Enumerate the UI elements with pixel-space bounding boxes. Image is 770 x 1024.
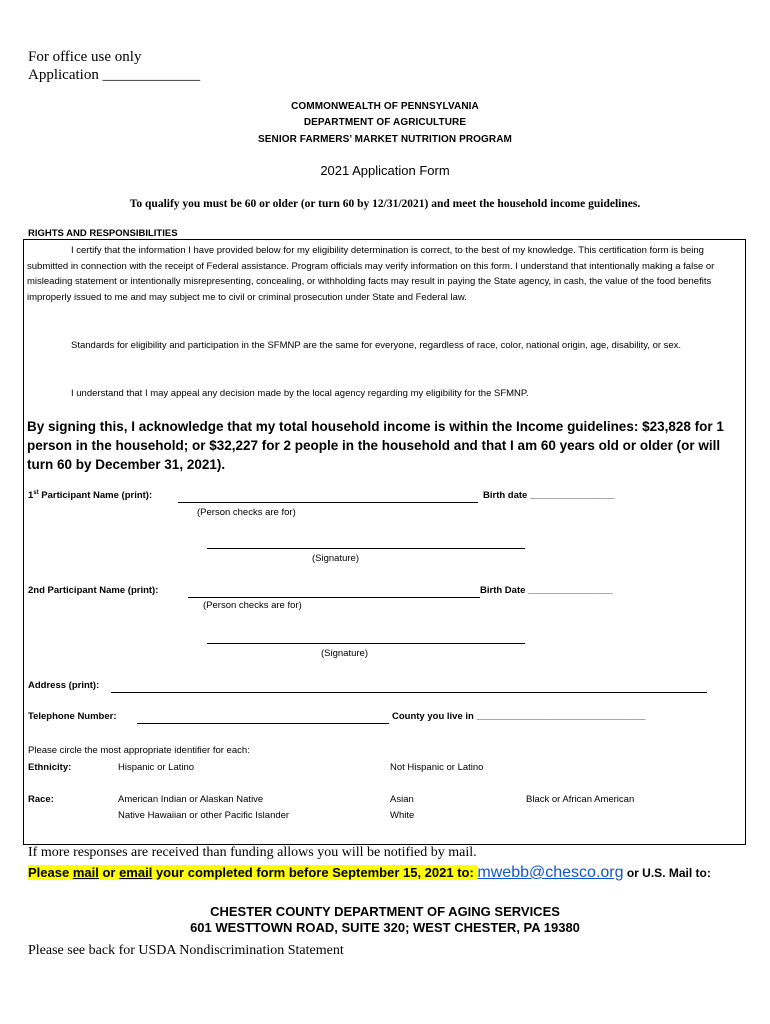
telephone-label: Telephone Number: <box>28 711 117 722</box>
participant2-birthdate-field[interactable]: Birth Date ________________ <box>480 585 613 596</box>
participant1-signature-field[interactable] <box>207 548 525 549</box>
race-label: Race: <box>28 794 54 805</box>
race-option-asian[interactable]: Asian <box>390 794 414 805</box>
address-label: Address (print): <box>28 680 100 691</box>
telephone-field[interactable] <box>137 723 389 724</box>
appeal-text: I understand that I may appeal any decision made by the local agency regarding my eligibility for the SFMNP. <box>71 388 529 399</box>
participant2-checks-note: (Person checks are for) <box>203 600 302 611</box>
acknowledgement-statement: By signing this, I acknowledge that my total household income is within the Income guidelines: $23,828 for 1 person in the household; or $32,227 for 2 people in the household and that I am 60 years old or older (or will turn 60 by December 31, 2021). <box>27 419 724 472</box>
participant1-name-label: 1st Participant Name (print): <box>28 490 153 502</box>
standards-paragraph <box>27 338 739 354</box>
email-text: email <box>119 865 153 880</box>
participant2-name-field[interactable] <box>188 597 480 598</box>
address-field[interactable] <box>111 692 707 693</box>
participant1-checks-note: (Person checks are for) <box>197 507 296 518</box>
email-link[interactable]: mwebb@chesco.org <box>477 864 624 881</box>
form-title: 2021 Application Form <box>320 163 450 178</box>
office-use-block <box>28 48 200 84</box>
race-option-black[interactable]: Black or African American <box>526 794 635 805</box>
qualify-statement: To qualify you must be 60 or older (or turn 60 by 12/31/2021) and meet the household income guidelines. <box>129 198 641 210</box>
race-option-native-hawaiian[interactable]: Native Hawaiian or other Pacific Islander <box>118 810 290 821</box>
participant1-birthdate-field[interactable]: Birth date ________________ <box>483 490 615 501</box>
race-option-white[interactable]: White <box>390 810 415 821</box>
participant2-name-label: 2nd Participant Name (print): <box>28 585 159 596</box>
ethnicity-option-hispanic[interactable]: Hispanic or Latino <box>118 762 195 773</box>
participant1-signature-label: (Signature) <box>312 553 359 564</box>
ethnicity-label: Ethnicity: <box>28 762 72 773</box>
agency-name: CHESTER COUNTY DEPARTMENT OF AGING SERVICES <box>210 904 560 919</box>
standards-text: Standards for eligibility and participation in the SFMNP are the same for everyone, regardless of race, color, national origin, age, disability, or sex. <box>71 340 682 351</box>
identifier-intro: Please circle the most appropriate identifier for each: <box>28 745 250 756</box>
office-use-label: For office use only <box>28 49 142 65</box>
mail-text: mail <box>72 865 99 880</box>
participant2-signature-label: (Signature) <box>321 648 368 659</box>
agency-address: 601 WESTTOWN ROAD, SUITE 320; WEST CHESTER, PA 19380 <box>190 920 580 935</box>
back-note: Please see back for USDA Nondiscrimination Statement <box>28 943 344 958</box>
notify-statement: If more responses are received than funding allows you will be notified by mail. <box>28 845 477 860</box>
application-number-field: Application _____________ <box>28 67 201 83</box>
race-option-american-indian[interactable]: American Indian or Alaskan Native <box>118 794 264 805</box>
deadline-statement: Please mail or email your completed form before September 15, 2021 to: mwebb@chesco.org or U.S. Mail to: <box>28 864 711 881</box>
participant1-name-field[interactable] <box>178 502 478 503</box>
certification-text: I certify that the information I have provided below for my eligibility determination is correct, to the best of my knowledge. This certification form is being submitted in connection with the receipt of Federal assistance. Program officials may verify information on this form. I understand that intentionally making a false or misleading statement or intentionally misrepresenting, concealing, or withholding facts may result in paying the State agency, in cash, the value of the food benefits improperly issued to me and may subject me to civil or criminal prosecution under State and Federal law. <box>27 245 715 303</box>
appeal-paragraph <box>27 386 739 402</box>
header-department: DEPARTMENT OF AGRICULTURE <box>303 117 467 128</box>
header-program: SENIOR FARMERS’ MARKET NUTRITION PROGRAM <box>257 134 512 145</box>
certification-paragraph <box>27 243 739 305</box>
rights-label: RIGHTS AND RESPONSIBILITIES <box>28 228 178 239</box>
ethnicity-option-not-hispanic[interactable]: Not Hispanic or Latino <box>390 762 484 773</box>
participant2-signature-field[interactable] <box>207 643 525 644</box>
county-field[interactable]: County you live in ________________________________ <box>392 711 646 722</box>
header-commonwealth: COMMONWEALTH OF PENNSYLVANIA <box>291 101 479 112</box>
